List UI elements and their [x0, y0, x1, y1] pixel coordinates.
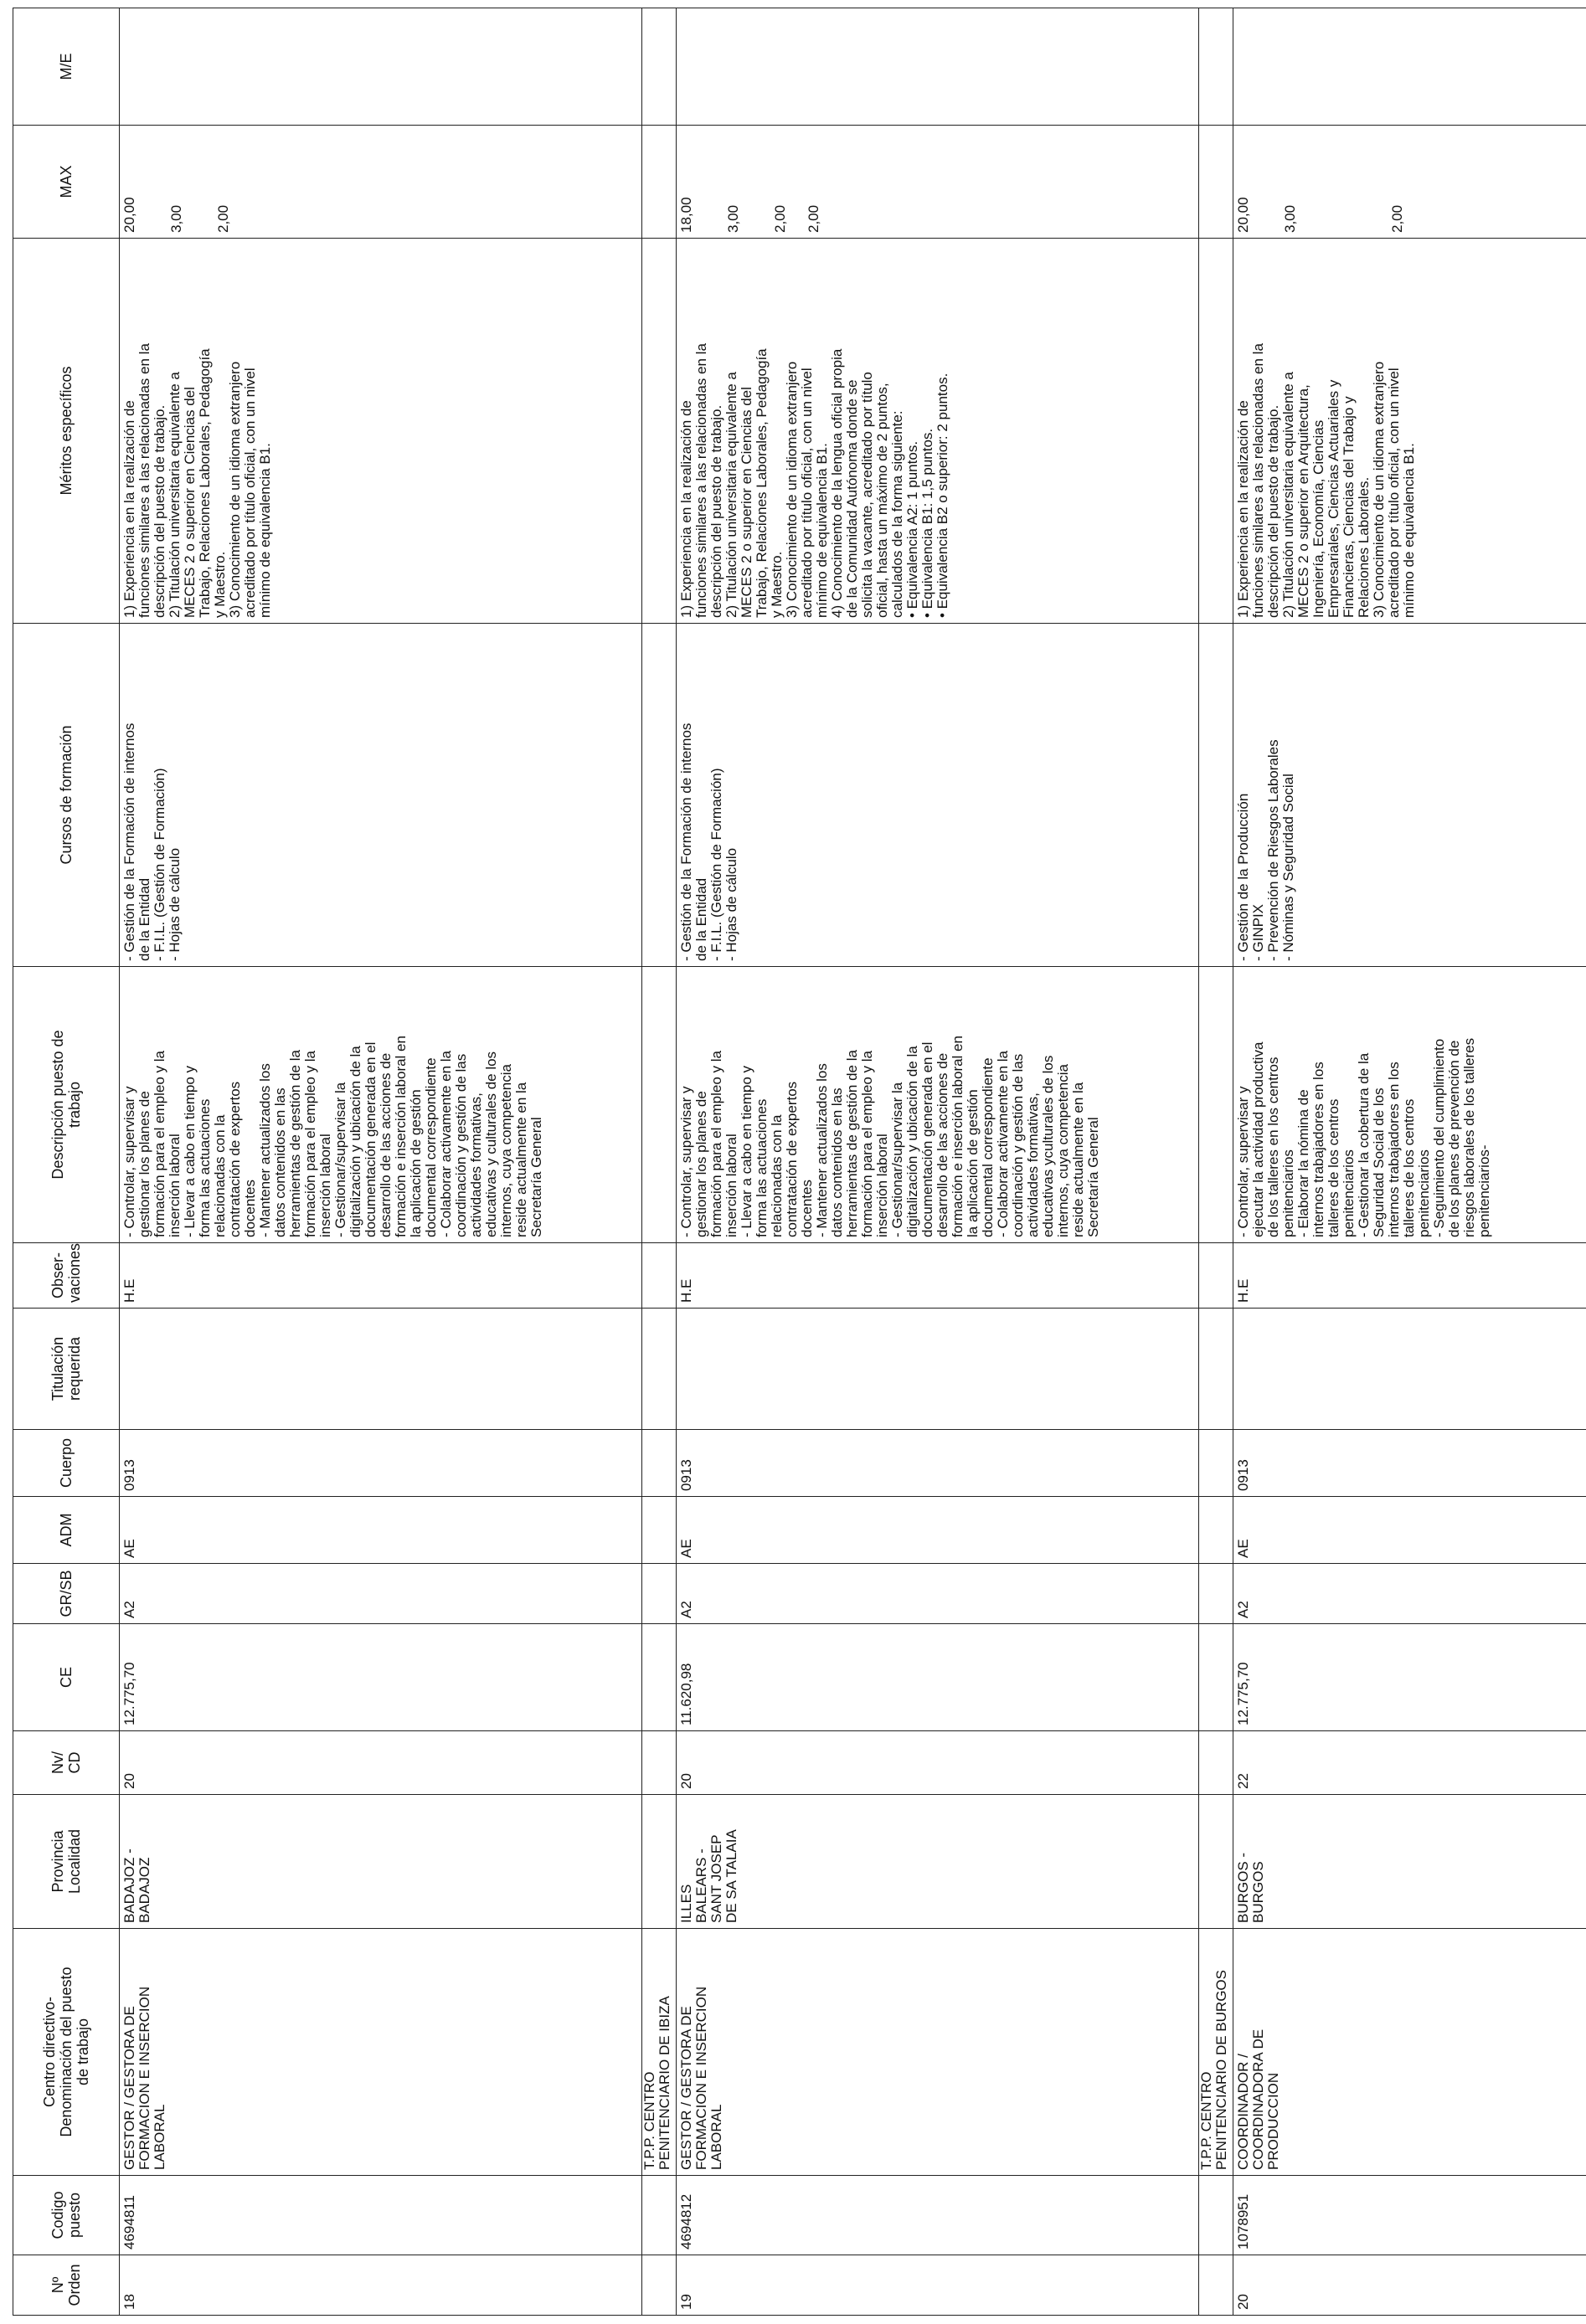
- header-provincia: Provincia Localidad: [13, 1795, 120, 1929]
- cell-nivel: 22: [1233, 1731, 1586, 1795]
- cell-ce: 11.620,98: [677, 1624, 1199, 1731]
- cell-ce: 12.775,70: [120, 1624, 642, 1731]
- header-codigo: Codigo puesto: [13, 2176, 120, 2255]
- cell-nivel: 20: [120, 1731, 642, 1795]
- cell-titulacion: [120, 1309, 642, 1430]
- spacer-cell: [1199, 1497, 1233, 1564]
- cell-max: [1233, 126, 1586, 239]
- spacer-cell: [642, 624, 677, 967]
- cell-orden: 18: [120, 2255, 642, 2316]
- spacer-cell: [642, 1624, 677, 1731]
- cell-meritos: 1) Experiencia en la realización de funciones similares a las relacionadas en la descripción del puesto de trabajo. 2) Titulación universitaria equivalente a MECES 2 o superior en Ciencias del Trabajo, Relaciones Laborales, Pedagogía y Maestro. 3) Conocimiento de un idioma extranjero acreditado por título oficial, con un nivel mínimo de equivalencia B1. 4) Conocimiento de la lengua oficial propia de la Comunidad Autónoma donde se solicita la vacante, acreditado por título oficial, hasta un máximo de 2 puntos, calculados de la forma siguiente: • Equivalencia A2: 1 puntos. • Equivalencia B1: 1,5 puntos. • Equivalencia B2 o superior: 2 puntos.: [677, 239, 1199, 624]
- spacer-cell: [642, 1309, 677, 1430]
- cell-observaciones: H.E: [677, 1243, 1199, 1309]
- spacer-cell: [642, 126, 677, 239]
- centro-header: T.P.P. CENTRO PENITENCIARIO DE BURGOS: [1198, 1970, 1229, 2170]
- spacer-cell: [642, 1430, 677, 1497]
- cell-grupo: A2: [1233, 1564, 1586, 1624]
- cell-descripcion: - Controlar, supervisar y gestionar los planes de formación para el empleo y la inserción laboral - Llevar a cabo en tiempo y forma las actuaciones relacionadas con la contratación de expertos docentes - Mantener actualizados los datos contenidos en las herramientas de gestión de la formación para el empleo y la inserción laboral - Gestionar/supervisar la digitalización y ubicación de la documentación generada en el desarrollo de las acciones de formación e inserción laboral en la aplicación de gestión documental correspondiente - Colaborar activamente en la coordinación y gestión de las actividades formativas, educativas yculturales de los internos, cuya competencia reside actualmente en la Secretaría General: [677, 967, 1199, 1243]
- cell-nivel: 20: [677, 1731, 1199, 1795]
- header-grupo: GR/SB: [13, 1564, 120, 1624]
- cell-orden: 19: [677, 2255, 1199, 2316]
- cell-observaciones: H.E: [1233, 1243, 1586, 1309]
- max-item: 3,00: [1282, 204, 1298, 233]
- cell-me: [1233, 8, 1586, 126]
- cell-titulacion: [677, 1309, 1199, 1430]
- spacer-cell: [642, 1795, 677, 1929]
- header-titulacion: Titulación requerida: [13, 1309, 120, 1430]
- spacer-cell: [1199, 1624, 1233, 1731]
- header-adm: ADM: [13, 1497, 120, 1564]
- header-me: M/E: [13, 8, 120, 126]
- cell-denominacion: GESTOR / GESTORA DE FORMACION E INSERCION LABORAL: [120, 1929, 642, 2176]
- cell-cuerpo: 0913: [677, 1430, 1199, 1497]
- spacer-cell: [642, 967, 677, 1243]
- table-row: [120, 8, 642, 2316]
- cell-me: [677, 8, 1199, 126]
- centro-header-cell: [642, 1929, 677, 2176]
- table-row: [677, 8, 1199, 2316]
- max-total: 18,00: [678, 197, 694, 233]
- cell-adm: AE: [1233, 1497, 1586, 1564]
- cell-codigo: 4694811: [120, 2176, 642, 2255]
- spacer-cell: [642, 8, 677, 126]
- cell-ce: 12.775,70: [1233, 1624, 1586, 1731]
- spacer-cell: [642, 2176, 677, 2255]
- cell-cursos: - Gestión de la Formación de internos de la Entidad - F.I.L. (Gestión de Formación) - Hojas de cálculo: [677, 624, 1199, 967]
- cell-descripcion: - Controlar, supervisar y ejecutar la actividad productiva de los talleres en los centros penitenciarios - Elaborar la nómina de internos trabajadores en los talleres de los centros penitenciarios - Gestionar la cobertura de la Seguridad Social de los internos trabajadores en los talleres de los centros penitenciarios - Seguimiento del cumplimiento de los planes de prevención de riesgos laborales de los talleres penitenciarios-: [1233, 967, 1586, 1243]
- cell-codigo: 4694812: [677, 2176, 1199, 2255]
- spacer-cell: [1199, 1430, 1233, 1497]
- cell-orden: 20: [1233, 2255, 1586, 2316]
- max-total: 20,00: [121, 197, 137, 233]
- spacer-cell: [1199, 2176, 1233, 2255]
- spacer-cell: [1199, 624, 1233, 967]
- spacer-cell: [1199, 1795, 1233, 1929]
- spacer-cell: [1199, 967, 1233, 1243]
- header-centro: Centro directivo- Denominación del puesto de trabajo: [13, 1929, 120, 2176]
- cell-titulacion: [1233, 1309, 1586, 1430]
- header-cuerpo: Cuerpo: [13, 1430, 120, 1497]
- cell-denominacion: GESTOR / GESTORA DE FORMACION E INSERCION LABORAL: [677, 1929, 1199, 2176]
- spacer-cell: [642, 239, 677, 624]
- cell-codigo: 1078951: [1233, 2176, 1586, 2255]
- spacer-cell: [1199, 1564, 1233, 1624]
- cell-cursos: - Gestión de la Producción - GINPIX - Prevención de Riesgos Laborales - Nóminas y Seguridad Social: [1233, 624, 1586, 967]
- cell-provincia: BURGOS - BURGOS: [1233, 1795, 1586, 1929]
- group-separator-row: [642, 8, 677, 2316]
- spacer-cell: [1199, 2255, 1233, 2316]
- spacer-cell: [1199, 1731, 1233, 1795]
- centro-header: T.P.P. CENTRO PENITENCIARIO DE IBIZA: [641, 1996, 672, 2170]
- max-item: 2,00: [215, 204, 231, 233]
- cell-adm: AE: [677, 1497, 1199, 1564]
- cell-observaciones: H.E: [120, 1243, 642, 1309]
- vacancies-table: [13, 8, 1586, 2316]
- centro-header-cell: [1199, 1929, 1233, 2176]
- table-row: [1233, 8, 1586, 2316]
- spacer-cell: [1199, 126, 1233, 239]
- spacer-cell: [642, 1564, 677, 1624]
- cell-denominacion: COORDINADOR / COORDINADORA DE PRODUCCION: [1233, 1929, 1586, 2176]
- cell-cursos: - Gestión de la Formación de internos de la Entidad - F.I.L. (Gestión de Formación) - Hojas de cálculo: [120, 624, 642, 967]
- cell-meritos: 1) Experiencia en la realización de funciones similares a las relacionadas en la descripción del puesto de trabajo. 2) Titulación universitaria equivalente a MECES 2 o superior en Ciencias del Trabajo, Relaciones Laborales, Pedagogía y Maestro. 3) Conocimiento de un idioma extranjero acreditado por título oficial, con un nivel mínimo de equivalencia B1.: [120, 239, 642, 624]
- header-row: [13, 8, 120, 2316]
- spacer-cell: [642, 1243, 677, 1309]
- spacer-cell: [1199, 8, 1233, 126]
- spacer-cell: [642, 1497, 677, 1564]
- header-nivel: Nv/ CD: [13, 1731, 120, 1795]
- cell-me: [120, 8, 642, 126]
- cell-grupo: A2: [677, 1564, 1199, 1624]
- cell-max: [677, 126, 1199, 239]
- spacer-cell: [1199, 239, 1233, 624]
- cell-grupo: A2: [120, 1564, 642, 1624]
- header-orden: Nº Orden: [13, 2255, 120, 2316]
- cell-provincia: ILLES BALEARS - SANT JOSEP DE SA TALAIA: [677, 1795, 1199, 1929]
- cell-cuerpo: 0913: [120, 1430, 642, 1497]
- header-cursos: Cursos de formación: [13, 624, 120, 967]
- max-item: 2,00: [772, 204, 788, 233]
- group-separator-row: [1199, 8, 1233, 2316]
- max-item: 3,00: [725, 204, 741, 233]
- spacer-cell: [642, 2255, 677, 2316]
- cell-max: [120, 126, 642, 239]
- cell-descripcion: - Controlar, supervisar y gestionar los planes de formación para el empleo y la inserción laboral - Llevar a cabo en tiempo y forma las actuaciones relacionadas con la contratación de expertos docentes - Mantener actualizados los datos contenidos en las herramientas de gestión de la formación para el empleo y la inserción laboral - Gestionar/supervisar la digitalización y ubicación de la documentación generada en el desarrollo de las acciones de formación e inserción laboral en la aplicación de gestión documental correspondiente - Colaborar activamente en la coordinación y gestión de las actividades formativas, educativas y culturales de los internos, cuya competencia reside actualmente en la Secretaría General: [120, 967, 642, 1243]
- cell-meritos: 1) Experiencia en la realización de funciones similares a las relacionadas en la descripción del puesto de trabajo. 2) Titulación universitaria equivalente a MECES 2 o superior en Arquitectura, Ingeniería, Economía, Ciencias Empresariales, Ciencias Actuariales y Financieras, Ciencias del Trabajo y Relaciones Laborales. 3) Conocimiento de un idioma extranjero acreditado por título oficial, con un nivel mínimo de equivalencia B1.: [1233, 239, 1586, 624]
- spacer-cell: [1199, 1309, 1233, 1430]
- cell-adm: AE: [120, 1497, 642, 1564]
- max-item: 3,00: [168, 204, 184, 233]
- cell-provincia: BADAJOZ - BADAJOZ: [120, 1795, 642, 1929]
- spacer-cell: [642, 1731, 677, 1795]
- max-item: 2,00: [1389, 204, 1405, 233]
- max-total: 20,00: [1235, 197, 1251, 233]
- header-ce: CE: [13, 1624, 120, 1731]
- cell-cuerpo: 0913: [1233, 1430, 1586, 1497]
- header-max: MAX: [13, 126, 120, 239]
- header-observaciones: Obser- vaciones: [13, 1243, 120, 1309]
- max-item: 2,00: [806, 204, 821, 233]
- header-descripcion: Descripción puesto de trabajo: [13, 967, 120, 1243]
- header-meritos: Méritos específicos: [13, 239, 120, 624]
- spacer-cell: [1199, 1243, 1233, 1309]
